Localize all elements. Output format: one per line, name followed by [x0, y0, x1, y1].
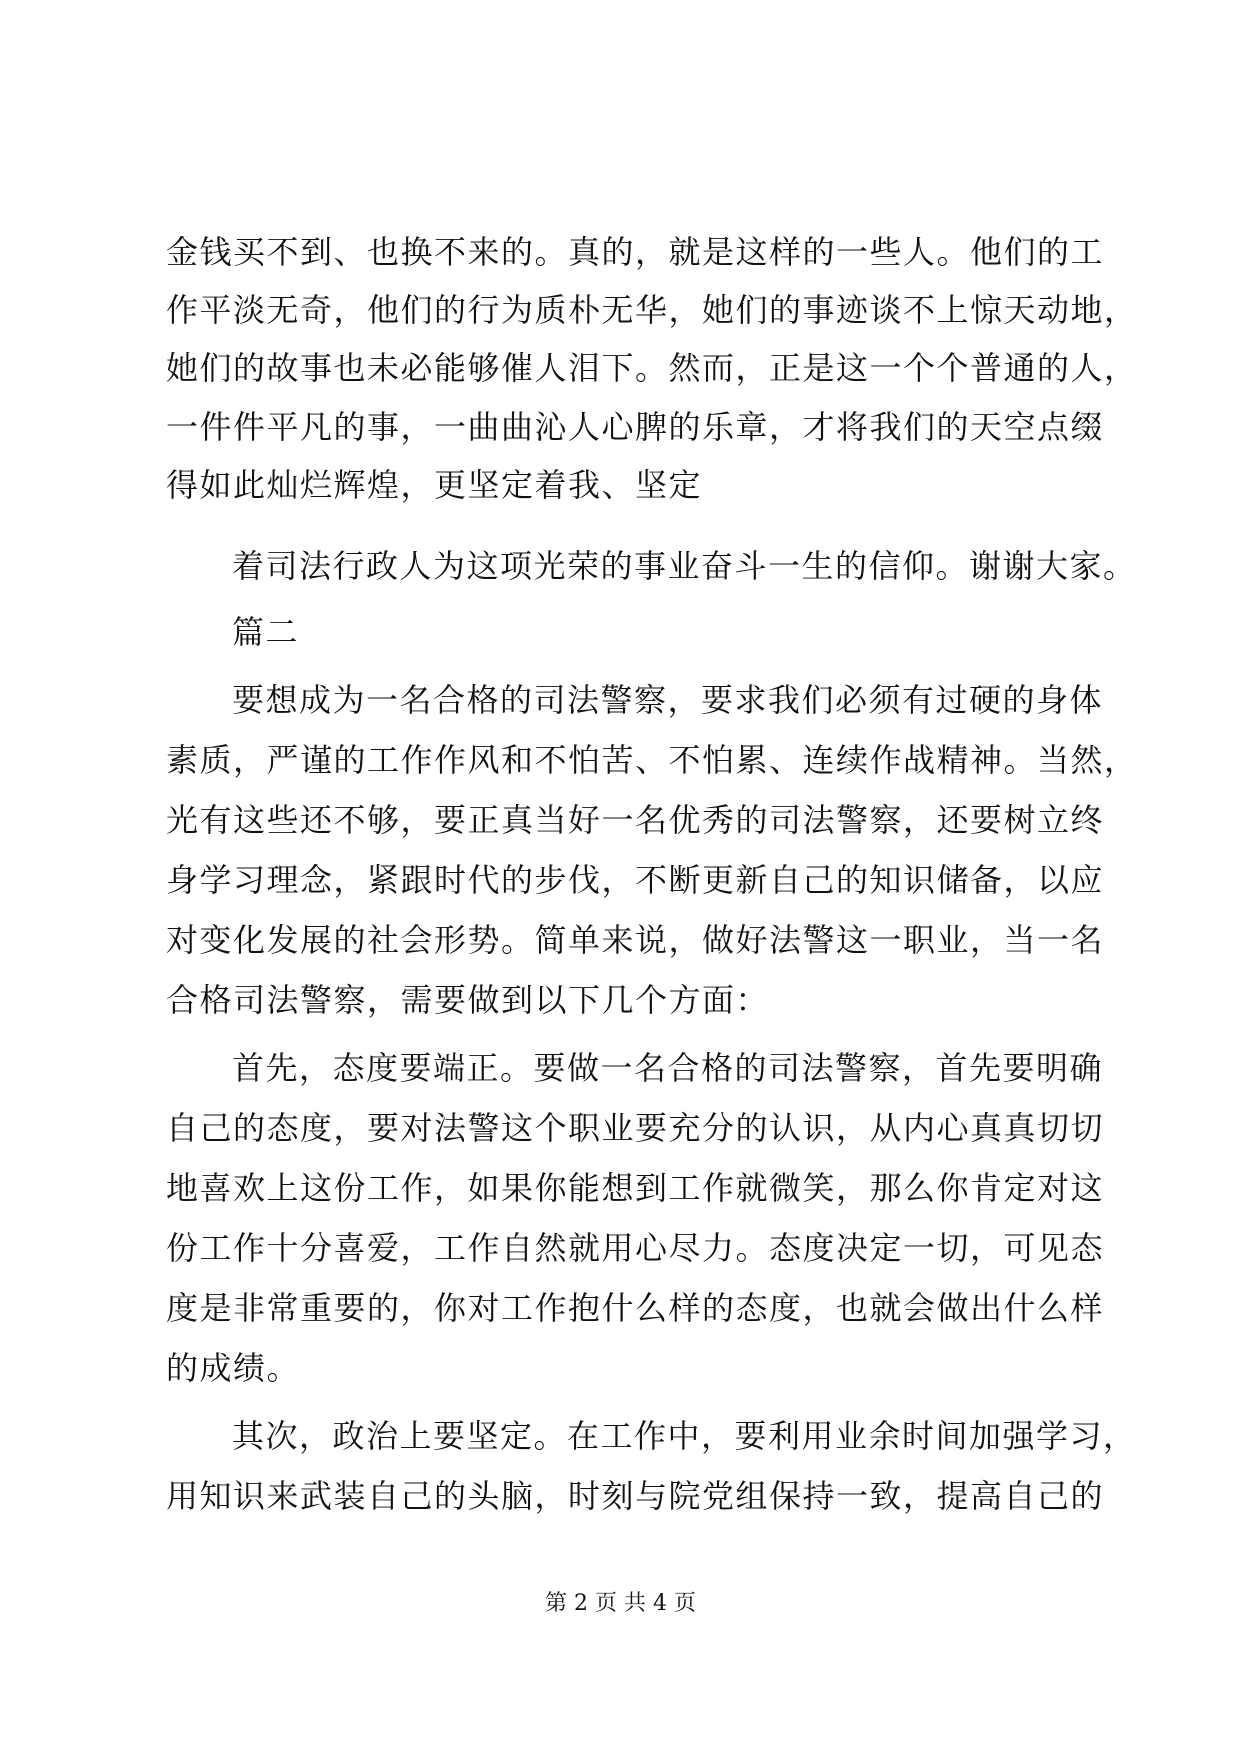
text-line: 度是非常重要的，你对工作抱什么样的态度，也就会做出什么样 — [166, 1289, 1105, 1327]
text-line: 要想成为一名合格的司法警察，要求我们必须有过硬的身体 — [232, 681, 1104, 719]
text-line: 身学习理念，紧跟时代的步伐，不断更新自己的知识储备，以应 — [166, 861, 1105, 899]
text-line: 作平淡无奇，他们的行为质朴无华，她们的事迹谈不上惊天动地， — [166, 291, 1138, 329]
text-line: 的成绩。 — [166, 1349, 301, 1387]
text-line: 合格司法警察，需要做到以下几个方面： — [166, 981, 770, 1019]
text-line: 地喜欢上这份工作，如果你能想到工作就微笑，那么你肯定对这 — [166, 1169, 1105, 1207]
section-heading: 篇二 — [232, 613, 300, 651]
text-line: 首先，态度要端正。要做一名合格的司法警察，首先要明确 — [232, 1049, 1104, 1087]
text-line: 其次，政治上要坚定。在工作中，要利用业余时间加强学习， — [232, 1417, 1137, 1455]
text-line: 得如此灿烂辉煌，更坚定着我、坚定 — [166, 466, 703, 504]
text-line: 光有这些还不够，要正真当好一名优秀的司法警察，还要树立终 — [166, 801, 1105, 839]
text-line: 金钱买不到、也换不来的。真的，就是这样的一些人。他们的工 — [166, 233, 1105, 271]
text-line: 用知识来武装自己的头脑，时刻与院党组保持一致，提高自己的 — [166, 1477, 1105, 1515]
page-footer: 第 2 页 共 4 页 — [545, 1591, 696, 1616]
text-line: 她们的故事也未必能够催人泪下。然而，正是这一个个普通的人， — [166, 349, 1138, 387]
text-line: 自己的态度，要对法警这个职业要充分的认识，从内心真真切切 — [166, 1109, 1105, 1147]
text-line: 份工作十分喜爱，工作自然就用心尽力。态度决定一切，可见态 — [166, 1229, 1105, 1267]
text-line: 着司法行政人为这项光荣的事业奋斗一生的信仰。谢谢大家。 — [232, 547, 1137, 585]
text-line: 对变化发展的社会形势。简单来说，做好法警这一职业，当一名 — [166, 921, 1105, 959]
text-line: 素质，严谨的工作作风和不怕苦、不怕累、连续作战精神。当然， — [166, 741, 1138, 779]
text-line: 一件件平凡的事，一曲曲沁人心脾的乐章，才将我们的天空点缀 — [166, 408, 1105, 446]
